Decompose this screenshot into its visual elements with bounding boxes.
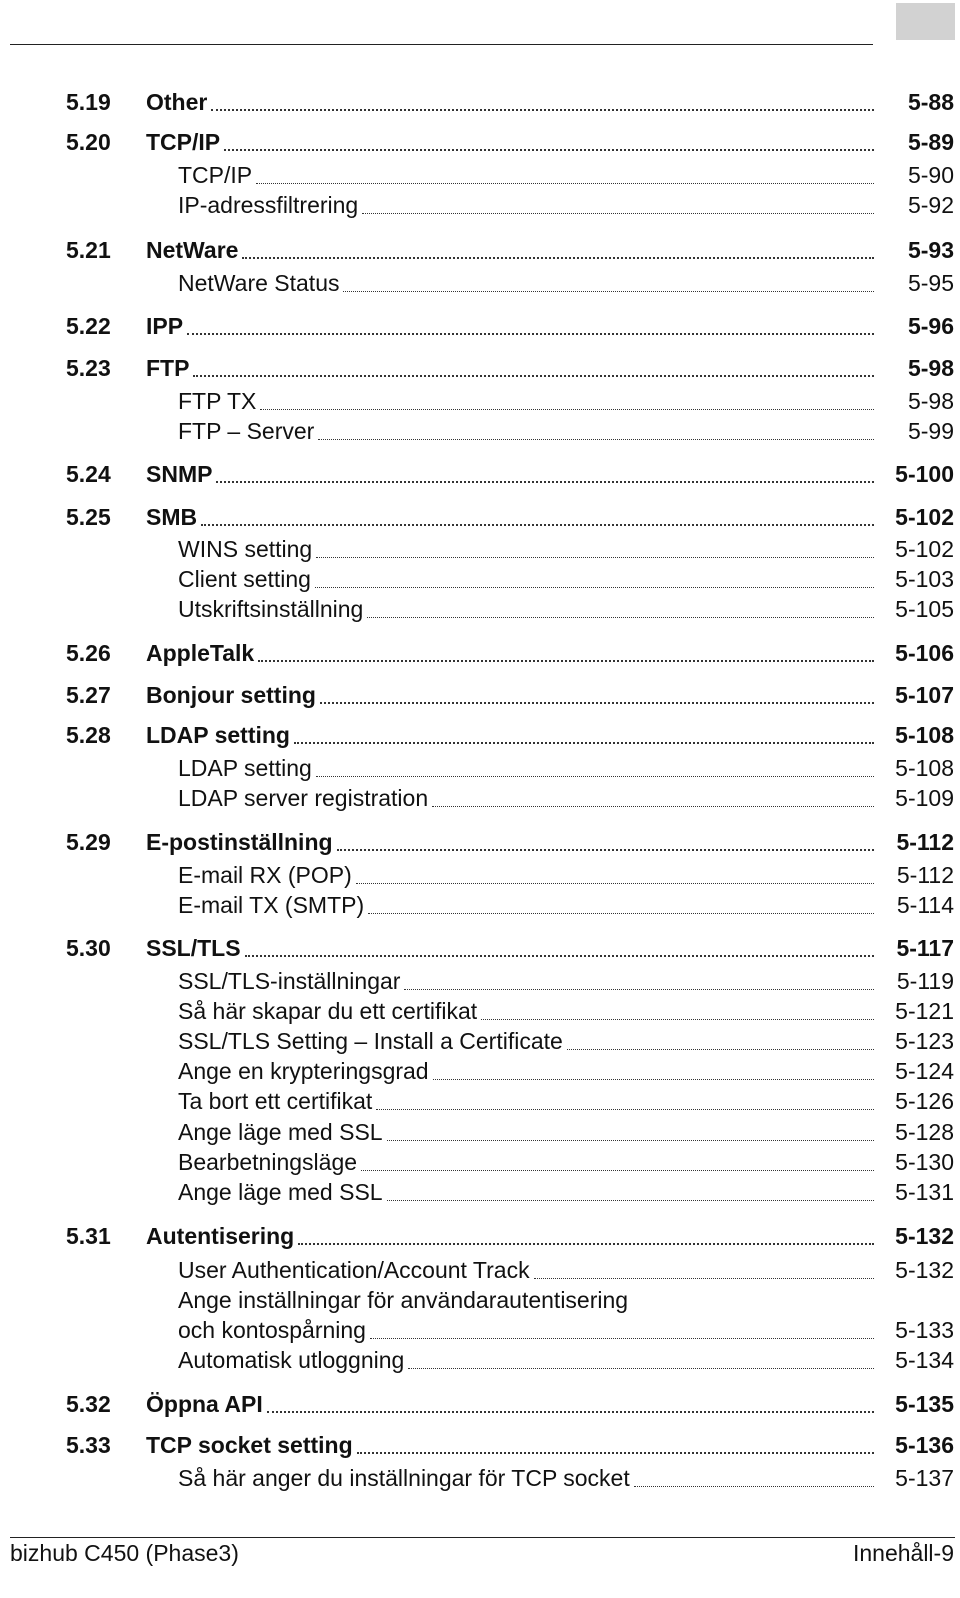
toc-subsection-entry[interactable] bbox=[66, 1086, 954, 1116]
toc-entry-title: E-mail RX (POP) bbox=[178, 862, 352, 888]
toc-section-entry[interactable] bbox=[66, 127, 954, 157]
toc-entry-title: IPP bbox=[146, 313, 184, 339]
toc-page-number: 5-88 bbox=[907, 89, 954, 115]
toc-dot-leader bbox=[408, 1368, 874, 1369]
toc-entry-title: och kontospårning bbox=[178, 1317, 366, 1343]
toc-dot-leader bbox=[256, 183, 874, 184]
toc-subsection-entry[interactable] bbox=[66, 1255, 954, 1285]
toc-subsection-entry[interactable] bbox=[66, 1315, 954, 1345]
toc-dot-leader bbox=[567, 1049, 874, 1050]
toc-subsection-entry[interactable] bbox=[66, 1117, 954, 1147]
toc-section-entry[interactable] bbox=[66, 933, 954, 963]
toc-entry-title: FTP – Server bbox=[178, 418, 315, 444]
toc-page-number: 5-92 bbox=[907, 192, 954, 218]
toc-section-number: 5.31 bbox=[66, 1223, 111, 1249]
toc-page-number: 5-109 bbox=[895, 785, 954, 811]
toc-section-number: 5.28 bbox=[66, 722, 111, 748]
toc-page-number: 5-137 bbox=[895, 1465, 954, 1491]
toc-entry-title: Bearbetningsläge bbox=[178, 1149, 358, 1175]
toc-dot-leader bbox=[193, 375, 874, 377]
toc-entry-title: Autentisering bbox=[146, 1223, 295, 1249]
toc-page-number: 5-133 bbox=[895, 1317, 954, 1343]
toc-page-number: 5-93 bbox=[907, 237, 954, 263]
toc-section-number: 5.30 bbox=[66, 935, 111, 961]
toc-page-number: 5-121 bbox=[895, 998, 954, 1024]
toc-entry-title: Öppna API bbox=[146, 1391, 263, 1417]
toc-dot-leader bbox=[376, 1109, 874, 1110]
toc-dot-leader bbox=[245, 955, 874, 957]
toc-section-entry[interactable] bbox=[66, 311, 954, 341]
toc-page-number: 5-117 bbox=[896, 935, 954, 961]
toc-dot-leader bbox=[187, 333, 874, 335]
toc-page-number: 5-124 bbox=[895, 1058, 954, 1084]
toc-dot-leader bbox=[367, 617, 874, 618]
toc-page-number: 5-98 bbox=[907, 355, 954, 381]
toc-entry-title: SSL/TLS Setting – Install a Certificate bbox=[178, 1028, 563, 1054]
toc-section-entry[interactable] bbox=[66, 1221, 954, 1251]
toc-page-number: 5-105 bbox=[895, 596, 954, 622]
toc-dot-leader bbox=[361, 1170, 874, 1171]
toc-subsection-entry[interactable] bbox=[66, 966, 954, 996]
toc-page-number: 5-132 bbox=[895, 1257, 954, 1283]
toc-dot-leader bbox=[298, 1243, 874, 1245]
toc-page-number: 5-112 bbox=[896, 829, 954, 855]
toc-page-number: 5-106 bbox=[895, 640, 954, 666]
toc-entry-title: Ange läge med SSL bbox=[178, 1119, 383, 1145]
toc-dot-leader bbox=[634, 1486, 874, 1487]
toc-entry-title: E-mail TX (SMTP) bbox=[178, 892, 365, 918]
toc-dot-leader bbox=[432, 806, 874, 807]
toc-subsection-entry[interactable] bbox=[66, 860, 954, 890]
header-rule bbox=[10, 44, 873, 45]
toc-dot-leader bbox=[318, 439, 874, 440]
toc-page-number: 5-100 bbox=[895, 461, 954, 487]
toc-entry-title: E-postinställning bbox=[146, 829, 333, 855]
toc-section-number: 5.21 bbox=[66, 237, 111, 263]
toc-subsection-entry[interactable] bbox=[66, 783, 954, 813]
toc-subsection-entry[interactable] bbox=[66, 594, 954, 624]
toc-section-entry[interactable] bbox=[66, 720, 954, 750]
toc-page-number: 5-99 bbox=[907, 418, 954, 444]
toc-page-number: 5-132 bbox=[895, 1223, 954, 1249]
toc-page-number: 5-134 bbox=[895, 1347, 954, 1373]
toc-entry-title: NetWare bbox=[146, 237, 239, 263]
toc-section-entry[interactable] bbox=[66, 680, 954, 710]
toc-entry-title: LDAP setting bbox=[178, 755, 312, 781]
toc-subsection-entry[interactable] bbox=[66, 1285, 954, 1315]
toc-entry-title: Så här skapar du ett certifikat bbox=[178, 998, 478, 1024]
toc-section-entry[interactable] bbox=[66, 353, 954, 383]
toc-page-number: 5-102 bbox=[895, 504, 954, 530]
toc-section-number: 5.19 bbox=[66, 89, 111, 115]
toc-page-number: 5-89 bbox=[907, 129, 954, 155]
toc-section-entry[interactable] bbox=[66, 638, 954, 668]
toc-page-number: 5-119 bbox=[896, 968, 954, 994]
toc-section-entry[interactable] bbox=[66, 1430, 954, 1460]
toc-page-number: 5-126 bbox=[895, 1088, 954, 1114]
toc-dot-leader bbox=[387, 1200, 874, 1201]
toc-entry-title: AppleTalk bbox=[146, 640, 255, 666]
toc-entry-title: Ange läge med SSL bbox=[178, 1179, 383, 1205]
toc-page-number: 5-128 bbox=[895, 1119, 954, 1145]
toc-dot-leader bbox=[387, 1140, 874, 1141]
toc-subsection-entry[interactable] bbox=[66, 1147, 954, 1177]
toc-dot-leader bbox=[534, 1278, 874, 1279]
toc-subsection-entry[interactable] bbox=[66, 564, 954, 594]
toc-page-number: 5-112 bbox=[896, 862, 954, 888]
toc-dot-leader bbox=[267, 1411, 874, 1413]
toc-subsection-entry[interactable] bbox=[66, 753, 954, 783]
toc-dot-leader bbox=[343, 291, 874, 292]
toc-page-number: 5-135 bbox=[895, 1391, 954, 1417]
toc-section-number: 5.26 bbox=[66, 640, 111, 666]
toc-entry-title: SSL/TLS-inställningar bbox=[178, 968, 401, 994]
toc-page-number: 5-136 bbox=[895, 1432, 954, 1458]
toc-page-number: 5-98 bbox=[907, 388, 954, 414]
toc-section-number: 5.27 bbox=[66, 682, 111, 708]
toc-entry-title: LDAP server registration bbox=[178, 785, 429, 811]
toc-page-number: 5-114 bbox=[896, 892, 954, 918]
toc-entry-title: Ta bort ett certifikat bbox=[178, 1088, 373, 1114]
toc-entry-title: SNMP bbox=[146, 461, 213, 487]
toc-page-number: 5-107 bbox=[895, 682, 954, 708]
toc-dot-leader bbox=[370, 1338, 874, 1339]
corner-tab bbox=[896, 3, 955, 40]
toc-subsection-entry[interactable] bbox=[66, 1056, 954, 1086]
toc-entry-title: Utskriftsinställning bbox=[178, 596, 364, 622]
toc-subsection-entry[interactable] bbox=[66, 534, 954, 564]
toc-entry-title: Bonjour setting bbox=[146, 682, 316, 708]
toc-dot-leader bbox=[294, 742, 874, 744]
toc-dot-leader bbox=[216, 481, 874, 483]
toc-page-number: 5-130 bbox=[895, 1149, 954, 1175]
toc-dot-leader bbox=[260, 409, 874, 410]
toc-entry-title: User Authentication/Account Track bbox=[178, 1257, 530, 1283]
toc-subsection-entry[interactable] bbox=[66, 160, 954, 190]
toc-entry-title: Ange en krypteringsgrad bbox=[178, 1058, 429, 1084]
toc-section-number: 5.25 bbox=[66, 504, 111, 530]
toc-subsection-entry[interactable] bbox=[66, 1026, 954, 1056]
toc-entry-title: IP-adressfiltrering bbox=[178, 192, 359, 218]
toc-entry-title: FTP bbox=[146, 355, 190, 381]
toc-entry-title: TCP/IP bbox=[178, 162, 253, 188]
toc-page-number: 5-90 bbox=[907, 162, 954, 188]
toc-entry-title: TCP/IP bbox=[146, 129, 221, 155]
toc-subsection-entry[interactable] bbox=[66, 268, 954, 298]
toc-dot-leader bbox=[258, 660, 874, 662]
toc-subsection-entry[interactable] bbox=[66, 190, 954, 220]
toc-subsection-entry[interactable] bbox=[66, 890, 954, 920]
toc-dot-leader bbox=[242, 257, 874, 259]
toc-entry-title: Ange inställningar för användarautentisering bbox=[178, 1287, 629, 1313]
toc-page-number: 5-123 bbox=[895, 1028, 954, 1054]
toc-page-number: 5-102 bbox=[895, 536, 954, 562]
toc-section-number: 5.22 bbox=[66, 313, 111, 339]
toc-entry-title: Other bbox=[146, 89, 208, 115]
toc-subsection-entry[interactable] bbox=[66, 1345, 954, 1375]
toc-dot-leader bbox=[211, 109, 874, 111]
toc-entry-title: LDAP setting bbox=[146, 722, 290, 748]
toc-section-entry[interactable] bbox=[66, 459, 954, 489]
toc-dot-leader bbox=[362, 213, 874, 214]
toc-section-number: 5.32 bbox=[66, 1391, 111, 1417]
toc-entry-title: Client setting bbox=[178, 566, 311, 592]
toc-page-number: 5-96 bbox=[907, 313, 954, 339]
toc-dot-leader bbox=[368, 913, 874, 914]
toc-section-number: 5.20 bbox=[66, 129, 111, 155]
toc-subsection-entry[interactable] bbox=[66, 416, 954, 446]
toc-entry-title: SMB bbox=[146, 504, 198, 530]
toc-section-entry[interactable] bbox=[66, 87, 954, 117]
toc-section-entry[interactable] bbox=[66, 235, 954, 265]
toc-page-number: 5-108 bbox=[895, 755, 954, 781]
toc-section-entry[interactable] bbox=[66, 1389, 954, 1419]
toc-section-entry[interactable] bbox=[66, 502, 954, 532]
toc-dot-leader bbox=[201, 524, 874, 526]
footer-page-number: Innehåll-9 bbox=[852, 1540, 954, 1566]
toc-subsection-entry[interactable] bbox=[66, 996, 954, 1026]
toc-subsection-entry[interactable] bbox=[66, 386, 954, 416]
toc-dot-leader bbox=[357, 1452, 874, 1454]
toc-entry-title: SSL/TLS bbox=[146, 935, 241, 961]
toc-section-number: 5.33 bbox=[66, 1432, 111, 1458]
toc-page-number: 5-103 bbox=[895, 566, 954, 592]
toc-entry-title: FTP TX bbox=[178, 388, 257, 414]
toc-section-number: 5.24 bbox=[66, 461, 111, 487]
toc-entry-title: Automatisk utloggning bbox=[178, 1347, 405, 1373]
toc-dot-leader bbox=[404, 989, 874, 990]
toc-page-number: 5-95 bbox=[907, 270, 954, 296]
toc-dot-leader bbox=[316, 776, 874, 777]
toc-entry-title: TCP socket setting bbox=[146, 1432, 353, 1458]
toc-entry-title: NetWare Status bbox=[178, 270, 340, 296]
toc-section-number: 5.29 bbox=[66, 829, 111, 855]
toc-dot-leader bbox=[337, 849, 874, 851]
toc-subsection-entry[interactable] bbox=[66, 1177, 954, 1207]
toc-dot-leader bbox=[356, 883, 874, 884]
toc-page-number: 5-108 bbox=[895, 722, 954, 748]
toc-entry-title: WINS setting bbox=[178, 536, 313, 562]
footer-product-name: bizhub C450 (Phase3) bbox=[10, 1540, 239, 1566]
toc-section-entry[interactable] bbox=[66, 827, 954, 857]
toc-dot-leader bbox=[433, 1079, 874, 1080]
toc-dot-leader bbox=[316, 557, 874, 558]
toc-dot-leader bbox=[481, 1019, 874, 1020]
toc-dot-leader bbox=[315, 587, 874, 588]
footer-rule bbox=[10, 1537, 955, 1538]
toc-section-number: 5.23 bbox=[66, 355, 111, 381]
toc-dot-leader bbox=[224, 149, 874, 151]
toc-dot-leader bbox=[320, 702, 874, 704]
toc-subsection-entry[interactable] bbox=[66, 1463, 954, 1493]
toc-page-number: 5-131 bbox=[895, 1179, 954, 1205]
toc-entry-title: Så här anger du inställningar för TCP socket bbox=[178, 1465, 630, 1491]
